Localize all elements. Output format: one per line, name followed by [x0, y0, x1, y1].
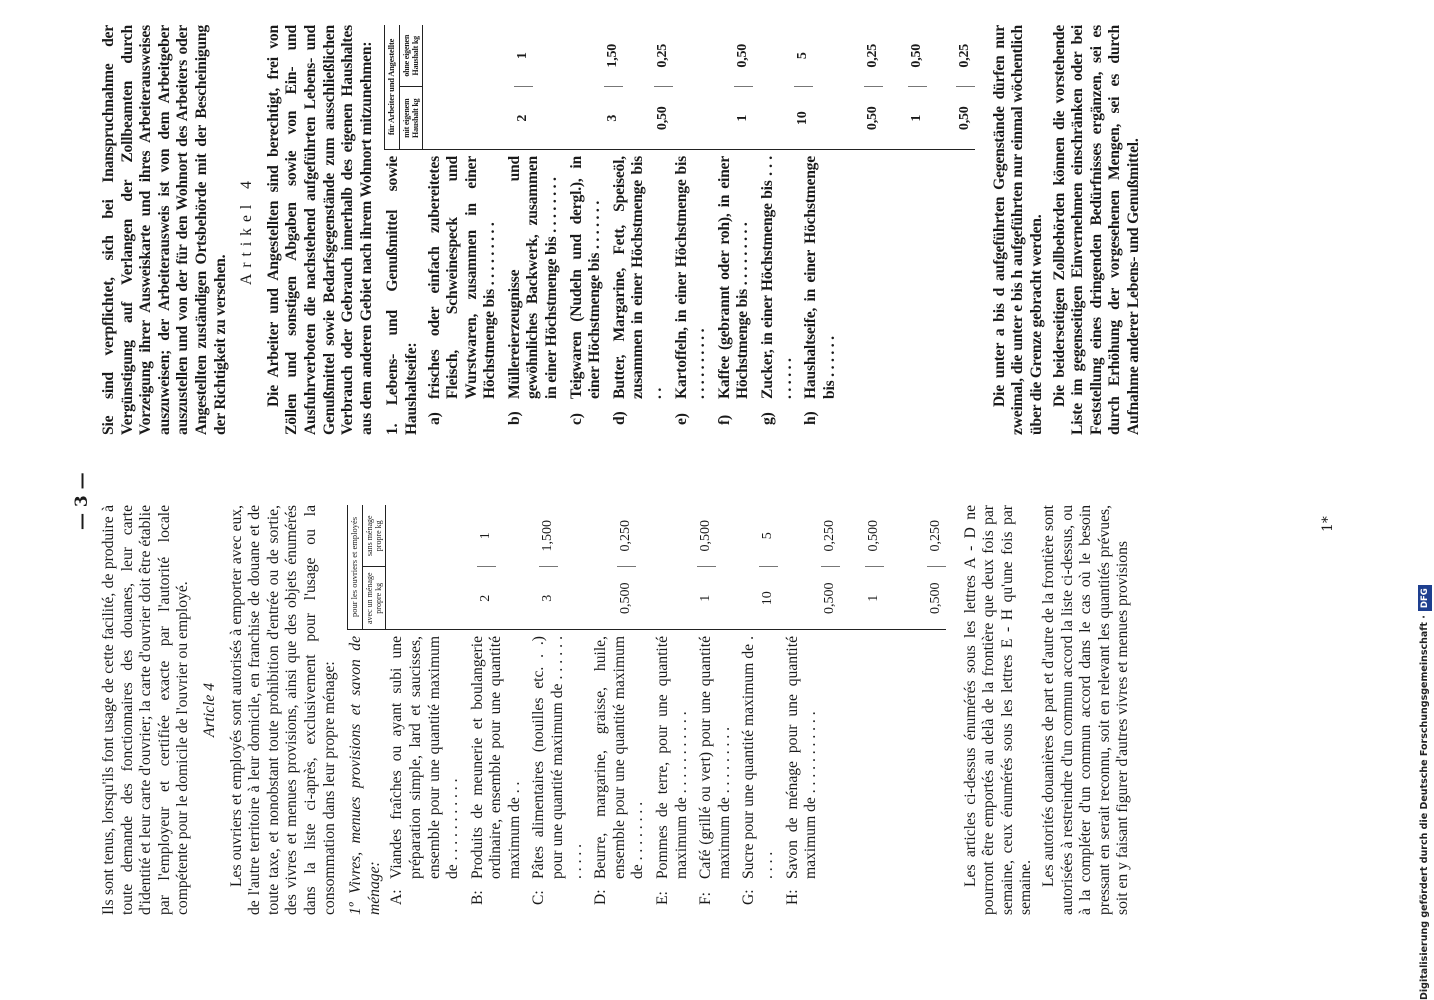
german-column — [100, 25, 1148, 435]
list-item — [654, 636, 691, 915]
table-header: für Arbeiter und Angestellte — [385, 25, 400, 149]
item-text: Sucre pour une quantité maximum de . . . . . — [740, 636, 776, 879]
quantity-with: 2 — [514, 87, 533, 150]
list-item — [697, 636, 734, 915]
list-item — [506, 156, 562, 435]
french-group-heading: 1º Vivres, menues provisions et savon de ménage: — [347, 636, 383, 915]
signature-mark: 1* — [1320, 516, 1336, 532]
item-text: Kartoffeln, in einer Höchstmenge bis . . . . . . . . . . — [672, 156, 709, 399]
item-letter: d) — [610, 411, 628, 425]
item-letter: B: — [468, 890, 486, 905]
dfg-logo: DFG — [1418, 585, 1432, 611]
table-row — [636, 505, 716, 629]
quantity-with: 0,500 — [821, 567, 840, 630]
quantity-without: 5 — [795, 52, 811, 60]
quantity-without: 1 — [515, 52, 531, 60]
french-article-text: Les ouvriers et employés sont autorisés à emporter avec eux, de l'autre territoire à leur domicile, en franchise de douane et de toute taxe, et nonobstant toute prohibition d'entrée ou de sortie, des vivres et menues provisions, ainsi que des objets énumérés dans la liste ci-après, exclusivement pour l'usage ou la consommation dans leur propre ménage: — [227, 505, 338, 915]
french-authorities-paragraph: Les autorités douanières de part et d'autre de la frontière sont autorisées à restreindre d'un commun accord la liste ci-dessus, ou à la compléter d'un commun accord dans le cas où le besoin pressant en serait reconnu, soit en relevant les quantités prévues, soit en y faisant figurer d'autres vivres et menues provisions — [1040, 505, 1132, 915]
item-text: frisches oder einfach zubereitetes Fleisch, Schweinespeck und Wurstwaren, zusammen in einer Höchstmenge bis . . . . . . . . . — [425, 156, 499, 399]
quantity-without: 5 — [760, 532, 776, 540]
column-header-with-household: mit eigenem Haushalt kg — [400, 87, 422, 150]
french-intro: Ils sont tenus, lorsqu'ils font usage de cette facilité, de produire à toute demande des fonctionnaires des douanes, leur carte d'identité et leur carte d'ouvrier; la carte d'ouvrier doit être établie par l'employeur et certifiée exacte par l'autorité locale compétente pour le domicile de l'ouvrier ou employé. — [100, 505, 192, 915]
quantity-with: 0,500 — [617, 567, 636, 630]
item-letter: c) — [567, 413, 585, 425]
item-text: Haushaltseife, in einer Höchstmenge bis . . . . . . — [802, 156, 838, 399]
table-row — [386, 505, 496, 629]
item-text: Café (grillé ou vert) pour une quantité maximum de . . . . . . . . . — [697, 636, 733, 879]
table-row — [778, 505, 840, 629]
quantity-with: 0,50 — [864, 87, 883, 150]
table-row — [558, 505, 636, 629]
quantity-with: 1 — [697, 567, 716, 630]
list-item — [740, 636, 777, 915]
french-article-title: Article 4 — [200, 682, 218, 738]
quantity-with: 10 — [759, 567, 778, 630]
quantity-without: 1,50 — [605, 43, 621, 68]
table-row — [884, 505, 946, 629]
french-quantity-table — [347, 505, 946, 630]
item-text: Produits de meunerie et boulangerie ordinaire, ensemble pour une quantité maximum de . . — [468, 636, 523, 879]
table-subheader — [363, 505, 386, 629]
french-quantity-rows — [386, 505, 946, 629]
list-item — [388, 636, 462, 915]
table-row — [533, 25, 623, 149]
german-article-text: Die Arbeiter und Angestellten sind berechtigt, frei von Zöllen und sonstigen Abgaben sowie von Ein- und Ausfuhrverboten die nachstehend aufgeführten Lebens- und Genußmittel sowie Bedarfsgegenstände zum ausschließlichen Verbrauch oder Gebrauch innerhalb des eigenen Haushaltes aus dem anderen Gebiet nach ihrem Wohnort mitzunehmen: — [264, 25, 375, 435]
german-items — [384, 150, 975, 435]
quantity-with: 0,500 — [927, 567, 946, 630]
table-row — [423, 25, 533, 149]
item-letter: F: — [697, 891, 715, 905]
german-group-heading: 1. Lebens- und Genußmittel sowie Haushaltseife: — [384, 156, 420, 435]
item-letter: H: — [783, 889, 801, 905]
item-letter: b) — [505, 411, 523, 425]
column-header-without-household: ohne eigenen Haushalt kg — [401, 34, 420, 77]
item-letter: E: — [654, 891, 672, 905]
quantity-without: 1,500 — [540, 520, 556, 552]
german-frequency-paragraph: Die unter a bis d aufgeführten Gegenstände dürfen nur zweimal, die unter e bis h aufgeführten nur einmal wöchentlich über die Grenze gebracht werden. — [990, 25, 1045, 435]
quantity-without: 0,250 — [618, 520, 634, 552]
list-item — [673, 156, 710, 435]
quantity-without: 0,500 — [698, 520, 714, 552]
french-column — [100, 505, 1137, 915]
table-row — [840, 505, 884, 629]
quantity-without: 0,25 — [865, 43, 881, 68]
list-item — [469, 636, 525, 915]
item-letter: h) — [802, 411, 820, 425]
french-items — [347, 630, 946, 915]
quantity-without: 0,50 — [735, 43, 751, 68]
table-row — [496, 505, 558, 629]
table-row — [883, 25, 927, 149]
item-text: Butter, Margarine, Fett, Speiseöl, zusammen in einer Höchstmenge bis . . — [610, 156, 666, 399]
list-item — [802, 156, 839, 435]
list-item — [568, 156, 605, 435]
quantity-with: 0,50 — [654, 87, 673, 150]
list-item — [759, 156, 796, 435]
item-text: Pâtes alimentaires (nouilles etc. . .) pour une quantité maximum de . . . . . . . . . . . — [530, 636, 585, 879]
item-letter: g) — [759, 412, 776, 425]
table-header: pour les ouvriers et employés — [348, 505, 363, 629]
list-item — [611, 156, 667, 435]
german-authorities-paragraph: Die beiderseitigen Zollbehörden können die vorstehende Liste im gegenseitigen Einvernehmen einschränken oder bei Feststellung eines dringenden Bedürfnisses ergänzen, sei es durch Erhöhung der vorgesehenen Mengen, sei es durch Aufnahme anderer Lebens- und Genußmittel. — [1050, 25, 1142, 435]
item-text: Zucker, in einer Höchstmenge bis . . . . . . . . . — [759, 156, 795, 399]
item-letter: f) — [715, 415, 733, 425]
list-item — [716, 156, 753, 435]
quantity-with: 1 — [865, 567, 884, 630]
quantity-without: 0,250 — [928, 520, 944, 552]
item-text: Pommes de terre, pour une quantité maximum de . . . . . . . . . . . — [654, 636, 690, 879]
quantity-with: 1 — [908, 87, 927, 150]
quantity-without: 1 — [478, 532, 494, 540]
column-header-without-household: sans ménage propre kg — [364, 515, 383, 557]
german-provisions-list — [384, 25, 975, 435]
quantity-without: 0,50 — [909, 43, 925, 68]
quantity-without: 0,500 — [866, 520, 882, 552]
quantity-with: 1 — [734, 87, 753, 150]
quantity-with: 0,50 — [956, 87, 975, 150]
german-intro: Sie sind verpflichtet, sich bei Inanspruchnahme der Vergünstigung auf Verlangen der Zollbeamten durch Vorzeigung ihrer Ausweiskarte und ihres Arbeiterausweises auszuweisen; der Arbeiterausweis ist von dem Arbeitgeber auszustellen und von der für den Wohnort des Arbeiters oder Angestellten zuständigen Ortsbehörde mit der Bescheinigung der Richtigkeit zu versehen. — [100, 25, 229, 435]
digitization-stamp — [1418, 10, 1432, 1000]
item-letter: e) — [672, 413, 690, 425]
item-text: Savon de ménage pour une quantité maximum de . . . . . . . . . . . — [783, 636, 820, 879]
stamp-text: Digitalisierung gefördert durch die Deutsche Forschungsgemeinschaft · — [1419, 615, 1430, 1000]
german-article-title: Artikel 4 — [238, 175, 256, 285]
german-quantity-table — [384, 25, 975, 150]
item-text: Viandes fraîches ou ayant subi une préparation simple, lard et saucisses, ensemble pour une quantité maximum de . . . . . . . . . . . — [388, 636, 462, 879]
item-letter: C: — [530, 890, 548, 905]
quantity-without: 0,250 — [822, 520, 838, 552]
table-subheader — [400, 25, 423, 149]
table-row — [673, 25, 753, 149]
table-row — [927, 25, 975, 149]
column-header-with-household: avec un ménage propre kg — [363, 567, 385, 630]
item-text: Müllereierzeugnisse und gewöhnliches Backwerk, zusammen in einer Höchstmenge bis . . . . . . . . — [505, 156, 561, 399]
table-row — [716, 505, 778, 629]
list-item — [784, 636, 821, 915]
item-text: Kaffee (gebrannt oder roh), in einer Höchstmenge bis . . . . . . . . . — [715, 156, 752, 399]
list-item — [530, 636, 586, 915]
page-number-french: — 3 — — [72, 472, 92, 530]
list-item — [592, 636, 648, 915]
quantity-without: 0,25 — [957, 43, 973, 68]
item-text: Beurre, margarine, graisse, huile, ensemble pour une quantité maximum de . . . . . . . . — [592, 636, 647, 879]
table-row — [623, 25, 673, 149]
quantity-with: 3 — [604, 87, 623, 150]
table-row — [753, 25, 813, 149]
item-text: Teigwaren (Nudeln und dergl.), in einer Höchstmenge bis . . . . . . . — [567, 156, 604, 399]
quantity-with: 10 — [794, 87, 813, 150]
french-frequency-paragraph: Les articles ci-dessus énumérés sous les lettres A - D ne pourront être emportés au delà de la frontière que deux fois par semaine, ceux énumérés sous les lettres E - H qu'une fois par semaine. — [961, 505, 1035, 915]
quantity-with: 3 — [539, 567, 558, 630]
quantity-with: 2 — [477, 567, 496, 630]
french-provisions-list — [347, 505, 946, 915]
item-letter: G: — [740, 889, 758, 905]
item-letter: a) — [425, 412, 443, 425]
table-row — [813, 25, 883, 149]
german-quantity-rows — [423, 25, 975, 149]
list-item — [426, 156, 500, 435]
item-letter: D: — [592, 889, 610, 905]
item-letter: A: — [388, 889, 406, 905]
quantity-without: 0,25 — [655, 43, 671, 68]
